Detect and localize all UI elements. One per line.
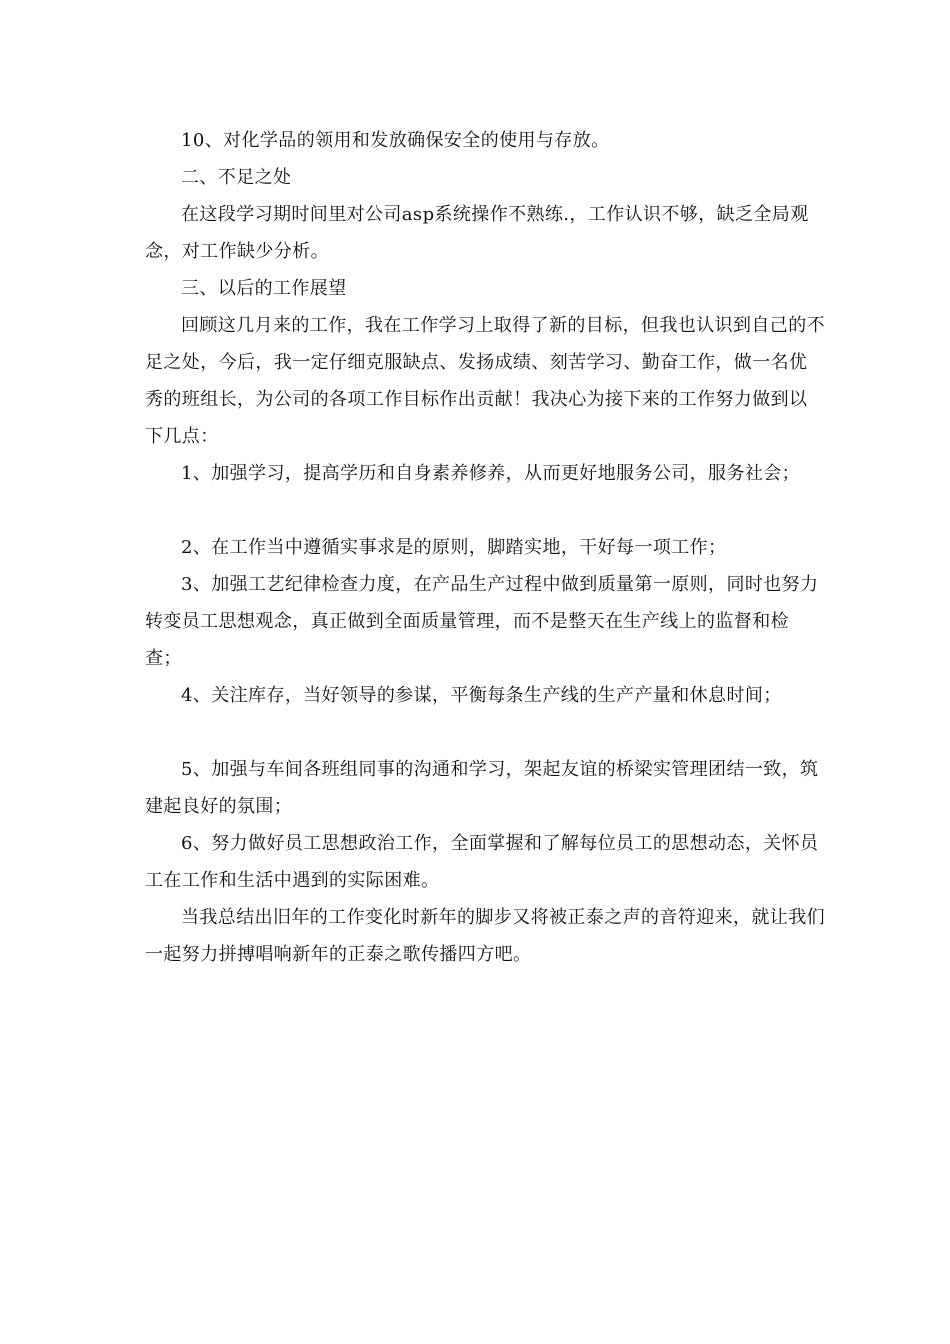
- section-heading-outlook: 三、以后的工作展望: [181, 278, 347, 299]
- list-item-6: 6、努力做好员工思想政治工作，全面掌握和了解每位员工的思想动态，关怀员工在工作和生活中遇到的实际困难。: [145, 833, 819, 891]
- blank-line: [145, 492, 825, 529]
- paragraph-item-10: 10、对化学品的领用和发放确保安全的使用与存放。: [181, 130, 610, 151]
- document-body: [145, 122, 825, 973]
- paragraph-shortcomings: 在这段学习期时间里对公司asp系统操作不熟练.，工作认识不够，缺乏全局观念，对工作缺少分析。: [145, 204, 809, 262]
- list-item-1: 1、加强学习，提高学历和自身素养修养，从而更好地服务公司，服务社会；: [181, 463, 801, 484]
- list-item-2: 2、在工作当中遵循实事求是的原则，脚踏实地，干好每一项工作；: [181, 537, 727, 558]
- list-item-5: 5、加强与车间各班组同事的沟通和学习，架起友谊的桥梁实管理团结一致，筑建起良好的氛围；: [145, 759, 819, 817]
- blank-line: [145, 714, 825, 751]
- paragraph-review: 回顾这几月来的工作，我在工作学习上取得了新的目标，但我也认识到自己的不足之处，今后，我一定仔细克服缺点、发扬成绩、刻苦学习、勤奋工作，做一名优秀的班组长，为公司的各项工作目标作出贡献！我决心为接下来的工作努力做到以下几点：: [145, 315, 825, 447]
- section-heading-shortcomings: 二、不足之处: [181, 167, 292, 188]
- closing-paragraph: 当我总结出旧年的工作变化时新年的脚步又将被正泰之声的音符迎来，就让我们一起努力拼搏唱响新年的正泰之歌传播四方吧。: [145, 907, 825, 965]
- list-item-3: 3、加强工艺纪律检查力度，在产品生产过程中做到质量第一原则，同时也努力转变员工思想观念，真正做到全面质量管理，而不是整天在生产线上的监督和检查；: [145, 574, 819, 669]
- list-item-4: 4、关注库存，当好领导的参谋，平衡每条生产线的生产产量和休息时间；: [181, 685, 782, 706]
